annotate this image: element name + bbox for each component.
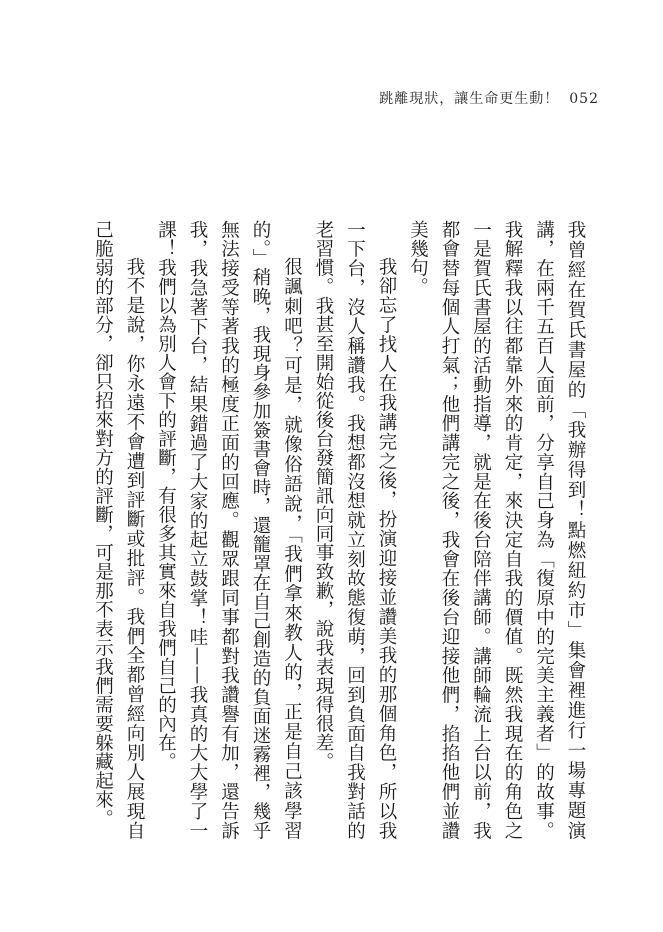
paragraph-3: 很諷刺吧？可是，就像俗語說，「我們拿來教人的，正是自己該學習的。」稍晚，我現身參加簽書會時，還籠罩在自己創造的負面迷霧裡，幾乎無法接受等著我的極度正面的回應。觀眾跟同事都對我讚譽有加，還告訴我，我急著下台，結果錯過了大家的起立鼓掌！哇——我真的大大學了一課！我們以為別人會下的評斷，有很多其實來自我們自己的內在。 [155,220,303,840]
chapter-title: 跳離現狀，讓生命更生動！ [379,91,560,107]
paragraph-4: 我不是說，你永遠不會遭到評斷或批評。我們全都曾經向別人展現自己脆弱的部分，卻只招來對方的評斷，可是那不表示我們需要躲藏起來。 [92,220,145,840]
page-number: 052 [569,91,599,107]
running-header [379,88,599,108]
body-text [51,220,591,840]
paragraph-2: 我卻忘了找人在我講完之後，扮演迎接並讚美我的那個角色，所以我一下台，沒人稱讚我。我想都沒想就立刻故態復萌，回到負面自我對話的老習慣。我甚至開始從後台發簡訊向同事致歉，說我表現得很差。 [313,220,397,840]
paragraph-1: 我曾經在賀氏書屋的「我辦得到！點燃紐約市」集會裡進行一場專題演講，在兩千五百人面前，分享自己身為「復原中的完美主義者」的故事。我解釋我以往都靠外來的肯定，來決定自我的價值。既然我現在的角色之一是賀氏書屋的活動指導，就是在後台陪伴講師。講師輪流上台以前，我都會替每個人打氣；他們講完之後，我會在後台迎接他們，掐掐他們並讚美幾句。 [407,220,586,840]
